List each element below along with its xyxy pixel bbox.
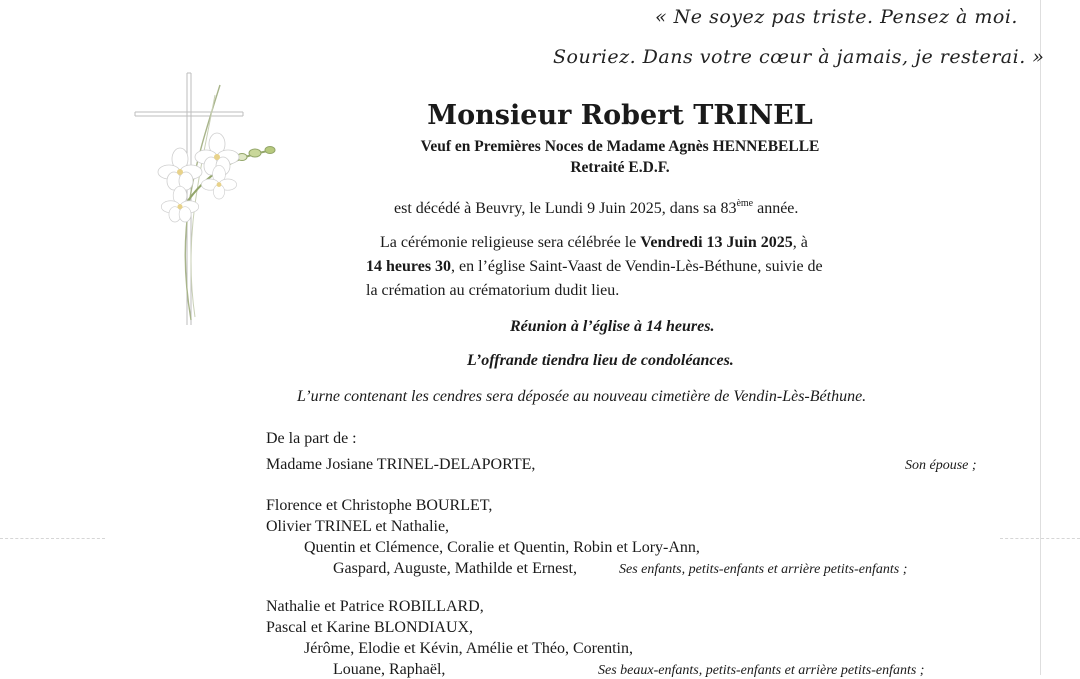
ceremony-time: 14 heures 30 xyxy=(366,258,452,275)
quote-line-1: « Ne soyez pas triste. Pensez à moi. xyxy=(655,6,1018,28)
ceremony-line-1 xyxy=(380,234,808,252)
ceremony-location: , en l’église Saint-Vaast de Vendin-Lès-Béthune, suivie de xyxy=(451,258,823,275)
inlaws-role: Ses beaux-enfants, petits-enfants et arrière petits-enfants ; xyxy=(598,663,925,678)
deceased-subtitle-1: Veuf en Premières Noces de Madame Agnès HENNEBELLE xyxy=(420,138,820,155)
death-text: est décédé à Beuvry, le Lundi 9 Juin 2025, dans sa 83 xyxy=(394,200,737,217)
children-line-2: Olivier TRINEL et Nathalie, xyxy=(266,518,450,535)
inlaws-line-4: Louane, Raphaël, xyxy=(333,661,446,678)
family-intro: De la part de : xyxy=(266,430,357,447)
death-text-end: année. xyxy=(753,200,799,217)
children-line-3: Quentin et Clémence, Coralie et Quentin, Robin et Lory-Ann, xyxy=(304,539,700,556)
spouse-role: Son épouse ; xyxy=(905,458,977,473)
ceremony-line-3: la crémation au crématorium dudit lieu. xyxy=(366,282,620,299)
death-sup: ème xyxy=(736,198,754,209)
inlaws-line-3: Jérôme, Elodie et Kévin, Amélie et Théo, Corentin, xyxy=(304,640,633,657)
ceremony-text-end: , à xyxy=(792,234,808,251)
spouse-name: Madame Josiane TRINEL-DELAPORTE, xyxy=(266,456,536,473)
children-role: Ses enfants, petits-enfants et arrière petits-enfants ; xyxy=(619,562,908,577)
ceremony-text: La cérémonie religieuse sera célébrée le xyxy=(380,234,641,251)
inlaws-line-2: Pascal et Karine BLONDIAUX, xyxy=(266,619,474,636)
death-announcement xyxy=(394,198,798,218)
urne-note: L’urne contenant les cendres sera déposée au nouveau cimetière de Vendin-Lès-Béthune. xyxy=(297,388,867,405)
page-edge xyxy=(1040,0,1041,675)
children-line-1: Florence et Christophe BOURLET, xyxy=(266,497,493,514)
deceased-subtitle-2: Retraité E.D.F. xyxy=(570,159,670,176)
children-line-4: Gaspard, Auguste, Mathilde et Ernest, xyxy=(333,560,577,577)
quote-line-2: Souriez. Dans votre cœur à jamais, je resterai. » xyxy=(553,46,1045,68)
fold-line-left xyxy=(0,538,105,539)
inlaws-line-1: Nathalie et Patrice ROBILLARD, xyxy=(266,598,484,615)
cross-orchid-icon xyxy=(125,55,290,330)
deceased-name: Monsieur Robert TRINEL xyxy=(427,100,813,131)
ceremony-line-2 xyxy=(366,258,823,276)
offrande-note: L’offrande tiendra lieu de condoléances. xyxy=(467,352,734,369)
ceremony-date: Vendredi 13 Juin 2025 xyxy=(640,234,793,251)
reunion-note: Réunion à l’église à 14 heures. xyxy=(510,318,715,335)
